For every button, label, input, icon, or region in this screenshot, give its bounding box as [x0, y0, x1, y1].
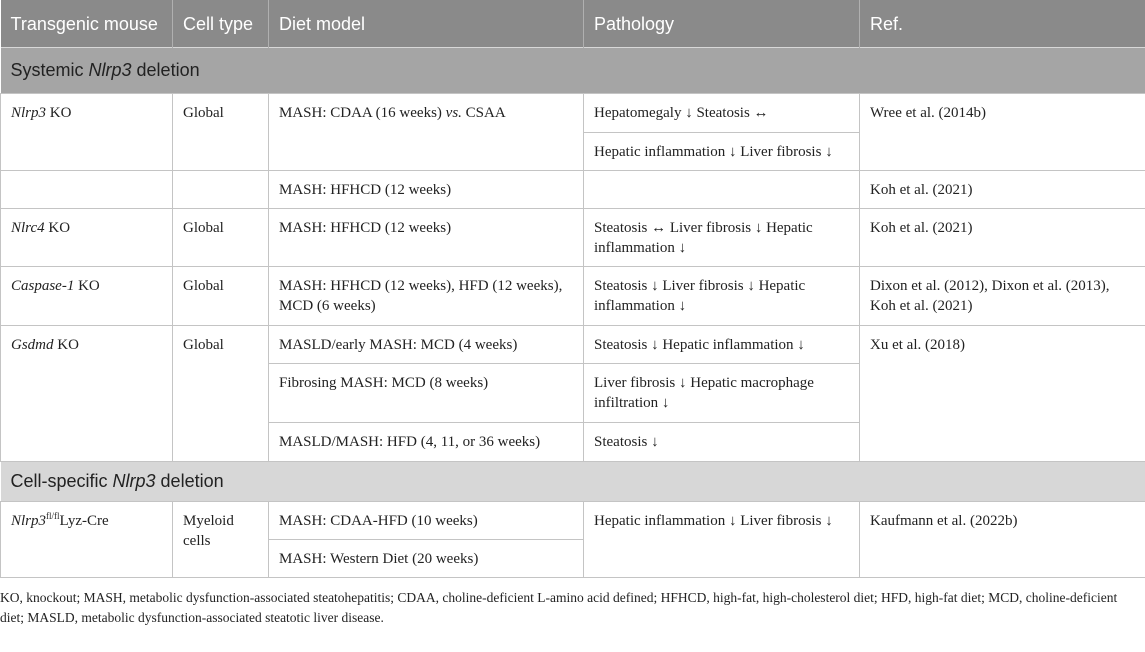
diet-cell: MASLD/MASH: HFD (4, 11, or 36 weeks) [269, 422, 584, 461]
pathology-cell: Steatosis ↓ Hepatic inflammation ↓ [584, 325, 860, 363]
diet-cell: MASH: Western Diet (20 weeks) [269, 539, 584, 577]
table-row [1, 325, 1145, 363]
table-row [1, 170, 1145, 208]
header-pathology: Pathology [584, 0, 860, 47]
ref-cell: Koh et al. (2021) [860, 208, 1145, 266]
header-row [1, 0, 1145, 47]
header-ref: Ref. [860, 0, 1145, 47]
table-row [1, 501, 1145, 539]
mouse-cell: Nlrp3 KO [1, 93, 173, 170]
cell-type-cell: Global [173, 93, 269, 170]
table-row [1, 208, 1145, 266]
pathology-cell: Steatosis ↓ [584, 422, 860, 461]
mouse-cell [1, 170, 173, 208]
cell-type-cell [173, 170, 269, 208]
mouse-cell: Gsdmd KO [1, 325, 173, 461]
ref-cell: Xu et al. (2018) [860, 325, 1145, 461]
table-footnote: KO, knockout; MASH, metabolic dysfunction-associated steatohepatitis; CDAA, choline-deficient L-amino acid defined; HFHCD, high-fat, high-cholesterol diet; HFD, high-fat diet; MCD, choline-deficient diet; MASLD, metabolic dysfunction-associated steatotic liver disease. [0, 590, 1118, 625]
diet-cell: MASH: CDAA (16 weeks) vs. CSAA [269, 93, 584, 170]
header-transgenic-mouse: Transgenic mouse [1, 0, 173, 47]
cell-type-cell: Global [173, 266, 269, 325]
cell-type-cell: Global [173, 208, 269, 266]
section-row-systemic [1, 47, 1145, 93]
diet-cell: MASH: HFHCD (12 weeks), HFD (12 weeks), MCD (6 weeks) [269, 266, 584, 325]
mouse-cell: $Nlrp3^{fl/fl}Lyz$-Cre [1, 501, 173, 577]
ref-cell: Wree et al. (2014b) [860, 93, 1145, 170]
pathology-cell: Liver fibrosis ↓ Hepatic macrophage infiltration ↓ [584, 363, 860, 422]
pathology-cell [584, 170, 860, 208]
section-title: Cell-specific Nlrp3 deletion [1, 461, 1145, 501]
mouse-cell: Nlrc4 KO [1, 208, 173, 266]
table-row [1, 266, 1145, 325]
diet-cell: MASLD/early MASH: MCD (4 weeks) [269, 325, 584, 363]
pathology-cell: Steatosis ↓ Liver fibrosis ↓ Hepatic inflammation ↓ [584, 266, 860, 325]
diet-cell: Fibrosing MASH: MCD (8 weeks) [269, 363, 584, 422]
header-diet-model: Diet model [269, 0, 584, 47]
pathology-cell: Steatosis ↔ Liver fibrosis ↓ Hepatic inflammation ↓ [584, 208, 860, 266]
table-row [1, 93, 1145, 132]
section-title: Systemic Nlrp3 deletion [1, 47, 1145, 93]
pathology-cell: Hepatic inflammation ↓ Liver fibrosis ↓ [584, 501, 860, 577]
cell-type-cell: Myeloid cells [173, 501, 269, 577]
diet-cell: MASH: HFHCD (12 weeks) [269, 170, 584, 208]
pathology-cell: Hepatomegaly ↓ Steatosis ↔ [584, 93, 860, 132]
mouse-cell: Caspase-1 KO [1, 266, 173, 325]
header-cell-type: Cell type [173, 0, 269, 47]
diet-cell: MASH: CDAA-HFD (10 weeks) [269, 501, 584, 539]
section-row-cell-specific [1, 461, 1145, 501]
ref-cell: Koh et al. (2021) [860, 170, 1145, 208]
ref-cell: Kaufmann et al. (2022b) [860, 501, 1145, 577]
pathology-cell: Hepatic inflammation ↓ Liver fibrosis ↓ [584, 132, 860, 170]
diet-cell: MASH: HFHCD (12 weeks) [269, 208, 584, 266]
cell-type-cell: Global [173, 325, 269, 461]
ref-cell: Dixon et al. (2012), Dixon et al. (2013), Koh et al. (2021) [860, 266, 1145, 325]
